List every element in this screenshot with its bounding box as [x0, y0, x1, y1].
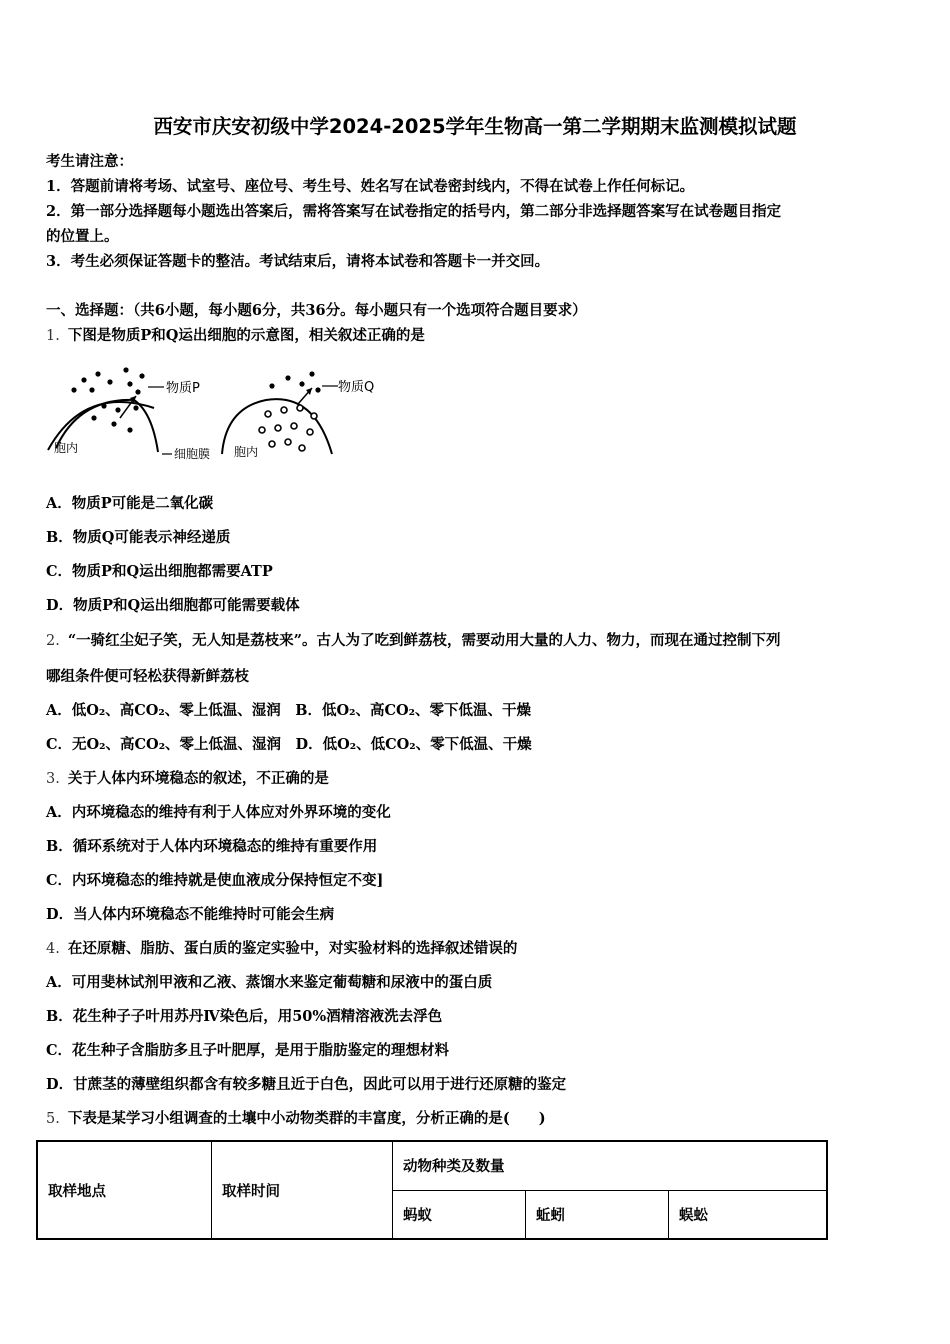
q4-option-b: B．花生种子子叶用苏丹Ⅳ染色后，用50%酒精溶液洗去浮色 — [46, 1008, 443, 1025]
header-site: 取样地点 — [37, 1141, 212, 1239]
question-number: 1. — [46, 328, 60, 344]
question-3-stem — [46, 769, 329, 789]
label-membrane: 细胞膜 — [174, 447, 211, 461]
q4-option-a: A．可用斐林试剂甲液和乙液、蒸馏水来鉴定葡萄糖和尿液中的蛋白质 — [46, 974, 493, 991]
q4-option-d: D．甘蔗茎的薄壁组织都含有较多糖且近于白色，因此可以用于进行还原糖的鉴定 — [46, 1076, 567, 1093]
q4-option-c: C．花生种子含脂肪多且子叶肥厚，是用于脂肪鉴定的理想材料 — [46, 1042, 450, 1059]
q3-option-a: A．内环境稳态的维持有利于人体应对外界环境的变化 — [46, 804, 391, 821]
question-number: 2. — [46, 633, 60, 649]
q3-option-c: C．内环境稳态的维持就是使血液成分保持恒定不变] — [46, 872, 384, 889]
label-substance-p: 物质P — [166, 381, 200, 396]
q3-option-d: D．当人体内环境稳态不能维持时可能会生病 — [46, 906, 335, 923]
survey-table — [36, 1140, 828, 1240]
label-inside-right: 胞内 — [234, 445, 259, 459]
header-earthworm: 蚯蚓 — [526, 1190, 669, 1239]
q1-option-c: C．物质P和Q运出细胞都需要ATP — [46, 563, 273, 580]
label-substance-q: 物质Q — [338, 380, 375, 395]
page-title: 西安市庆安初级中学2024-2025学年生物高一第二学期期末监测模拟试题 — [153, 115, 797, 138]
question-number: 5. — [46, 1111, 60, 1127]
header-animal-group: 动物种类及数量 — [393, 1141, 828, 1190]
question-2-stem — [46, 631, 781, 651]
q1-option-a: A．物质P可能是二氧化碳 — [46, 495, 214, 512]
notice-item-1: 1．答题前请将考场、试室号、座位号、考生号、姓名写在试卷密封线内，不得在试卷上作任何标记。 — [46, 178, 695, 195]
notice-item-2: 2．第一部分选择题每小题选出答案后，需将答案写在试卷指定的括号内，第二部分非选择题答案写在试卷题目指定 — [46, 203, 782, 220]
label-inside-left: 胞内 — [54, 441, 79, 455]
transport-diagram — [44, 360, 384, 475]
q2-options-ab: A．低O₂、高CO₂、零上低温、湿润 B．低O₂、高CO₂、零下低温、干燥 — [46, 702, 532, 719]
question-number: 3. — [46, 771, 60, 787]
question-1-stem — [46, 326, 425, 346]
question-text: 在还原糖、脂肪、蛋白质的鉴定实验中，对实验材料的选择叙述错误的 — [67, 940, 518, 957]
notice-item-2-cont: 的位置上。 — [46, 228, 119, 245]
q1-option-d: D．物质P和Q运出细胞都可能需要载体 — [46, 597, 300, 614]
question-text: 关于人体内环境稳态的叙述，不正确的是 — [67, 770, 329, 787]
question-text: 下表是某学习小组调查的土壤中小动物类群的丰富度，分析正确的是( ) — [67, 1110, 546, 1127]
question-text: “一骑红尘妃子笑，无人知是荔枝来”。古人为了吃到鲜荔枝，需要动用大量的人力、物力，而现在通过控制下列 — [67, 632, 781, 649]
question-2-stem-cont: 哪组条件便可轻松获得新鲜荔枝 — [46, 668, 249, 685]
q2-options-cd: C．无O₂、高CO₂、零上低温、湿润 D．低O₂、低CO₂、零下低温、干燥 — [46, 736, 532, 753]
q3-option-b: B．循环系统对于人体内环境稳态的维持有重要作用 — [46, 838, 378, 855]
notice-item-3: 3．考生必须保证答题卡的整洁。考试结束后，请将本试卷和答题卡一并交回。 — [46, 253, 550, 270]
question-number: 4. — [46, 941, 60, 957]
question-4-stem — [46, 939, 517, 959]
header-time: 取样时间 — [212, 1141, 393, 1239]
notice-heading: 考生请注意： — [46, 153, 133, 170]
question-text: 下图是物质P和Q运出细胞的示意图，相关叙述正确的是 — [67, 327, 425, 344]
header-centipede: 蜈蚣 — [669, 1190, 828, 1239]
section-heading: 一、选择题：（共6小题，每小题6分，共36分。每小题只有一个选项符合题目要求） — [46, 302, 587, 319]
question-5-stem — [46, 1109, 546, 1129]
header-ant: 蚂蚁 — [393, 1190, 526, 1239]
q1-option-b: B．物质Q可能表示神经递质 — [46, 529, 231, 546]
substance-q-dots — [269, 371, 320, 392]
